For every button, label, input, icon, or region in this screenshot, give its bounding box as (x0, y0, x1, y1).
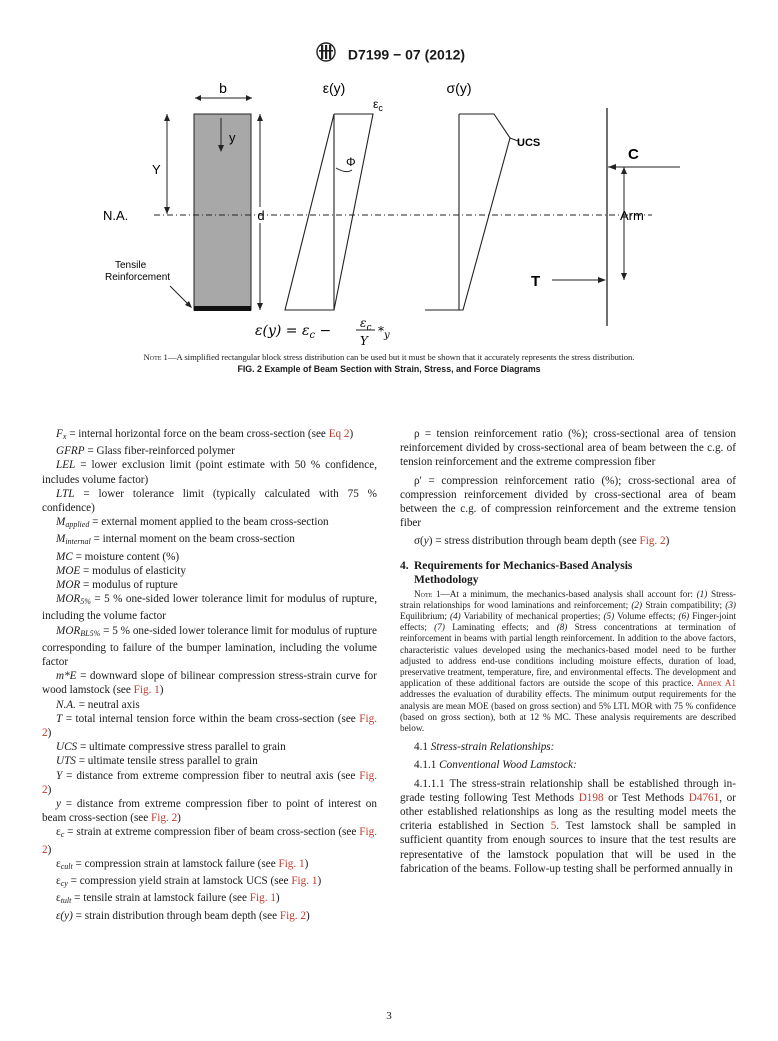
def-fx: $F_x$ = internal horizontal force on the beam cross-section (see Eq 2) (56, 428, 354, 441)
right-column (400, 427, 736, 876)
link-d4761[interactable]: D4761 (688, 791, 720, 804)
figure-note (62, 352, 716, 362)
figure-caption: FIG. 2 Example of Beam Section with Strain, Stress, and Force Diagrams (237, 364, 541, 374)
def-Y: Y = distance from extreme compression fiber to neutral axis (see Fig. 2) (42, 769, 377, 796)
strain-profile (285, 114, 373, 310)
stress-title: σ(y) (446, 80, 472, 96)
link-section-5[interactable]: 5 (550, 820, 557, 833)
def-na: N.A. = neutral axis (56, 698, 140, 711)
phi-label: Φ (346, 155, 356, 169)
svg-text:Y: Y (360, 334, 368, 348)
def-t: T = total internal tension force within the beam cross-section (see Fig. 2) (42, 712, 377, 740)
def-ecy: $\varepsilon_{cy}$ = compression yield strain at lamstock UCS (see Fig. 1) (56, 875, 322, 889)
link-fig2[interactable]: Fig. 2 (42, 769, 377, 796)
tensile-label-1: Tensile (115, 260, 147, 271)
Y-label: Y (152, 162, 161, 177)
link-fig1[interactable]: Fig. 1 (291, 875, 318, 888)
link-fig2[interactable]: Fig. 2 (151, 812, 178, 825)
def-moe: MOE = modulus of elasticity (56, 564, 186, 577)
def-me: m*E = downward slope of bilinear compression stress-strain curve for wood lamstock (see Fig. 1) (42, 670, 377, 697)
note-text: —A simplified rectangular block stress distribution can be used but it must be shown that it accurately represents the stress distribution. (167, 352, 635, 362)
def-rho-prime: ρ' = compression reinforcement ratio (%); cross-sectional area of compression reinforcement divided by cross-sectional area of beam between the c.g. of compression reinforcement and the extreme tension fiber (400, 474, 736, 530)
astm-logo-icon (313, 42, 339, 67)
link-fig2[interactable]: Fig. 2 (42, 826, 377, 856)
tensile-label-2: Reinforcement (105, 272, 171, 283)
section-4-1-1-heading: 4.1.1 Conventional Wood Lamstock: (414, 759, 577, 772)
def-ucs: UCS = ultimate compressive stress parallel to grain (56, 741, 286, 754)
def-gfrp: GFRP = Glass fiber-reinforced polymer (56, 445, 235, 458)
link-annex-a1[interactable]: Annex A1 (696, 678, 736, 689)
link-fig1[interactable]: Fig. 1 (133, 684, 160, 697)
tensile-reinforcement-strip (194, 306, 251, 311)
arm-label: Arm (620, 208, 644, 223)
svg-text:εc: $\varepsilon_c$ (360, 316, 372, 333)
link-d198[interactable]: D198 (578, 791, 604, 804)
beam-cross-section (194, 114, 251, 310)
def-mor: MOR = modulus of rupture (56, 579, 178, 592)
def-mor5: $MOR_{5\%} = 5$ % one-sided lower tolerance limit for modulus of rupture, including the volume factor (42, 593, 377, 623)
def-ey: ε(y) = strain distribution through beam depth (see Fig. 2) (56, 909, 310, 922)
def-uts: UTS = ultimate tensile stress parallel to grain (56, 755, 258, 768)
note-label: Note 1 (143, 352, 168, 362)
link-fig1[interactable]: Fig. 1 (278, 857, 305, 870)
stress-profile (425, 114, 510, 310)
eps-c-label: $\varepsilon_c$ (373, 97, 383, 113)
ucs-label: UCS (517, 137, 541, 149)
section-4-note: Note 1—At a minimum, the mechanics-based analysis shall account for: (1) Stress-strain relationships for wood laminations and reinforcement; (2) Strain compatibility; (3) Equilibrium; (4) Variability of mechanical properties; (5) Volume effects; (6) Finger-joint effects; (7) Laminating effects; and (8) Stress concentrations at termination of reinforcement in beams with partial length reinforcement. In addition to the above factors, characteristic values developed using the mechanics-based model need to be further adjusted to address end-use conditions including moisture effects, duration of load, preservative treatment, temperature, fire, and environmental effects. The development and application of these additional factors are outside the scope of this practice. Annex A1 addresses the evaluation of durability effects. The minimum output requirements for the analysis are mean MOE (based on gross section) and 5% LTL MOR with 75 % confidence (based on gross section), both at 12 % MC. These analysis requirements are described below. (400, 588, 736, 734)
def-minternal: $M_{internal}$ = internal moment on the beam cross-section (56, 533, 295, 547)
page-header (0, 42, 778, 67)
def-morbl5: $MOR_{BL5\%} = 5$ % one-sided lower tolerance limit for modulus of rupture corresponding to failure of the bumper lamination, including the volume factor (42, 624, 377, 669)
def-mc: MC = moisture content (%) (56, 550, 180, 563)
strain-title: ε(y) (322, 80, 346, 96)
section-4-1-heading: 4.1 Stress-strain Relationships: (414, 741, 555, 754)
section-4-heading: 4. Requirements for Mechanics-Based Analysis Methodology (400, 559, 633, 586)
def-ltl: LTL = lower tolerance limit (typically calculated with 75 % confidence) (42, 487, 377, 515)
d-label: d (257, 208, 265, 223)
def-etult: $\varepsilon_{tult}$ = tensile strain at lamstock failure (see Fig. 1) (56, 892, 280, 906)
svg-text:ε(y) = εc −: $\varepsilon(y) = \varepsilon_c$ − (255, 323, 332, 341)
svg-text:*y: $*_y$ (378, 324, 390, 341)
standard-designation: D7199 − 07 (2012) (347, 46, 466, 63)
definitions-column (42, 427, 377, 923)
def-y: y = distance from extreme compression fiber to point of interest on beam cross-section (see Fig. 2) (42, 798, 377, 825)
c-label: C (628, 146, 639, 163)
link-fig2[interactable]: Fig. 2 (639, 535, 666, 548)
na-label: N.A. (103, 208, 129, 223)
def-ecult: $\varepsilon_{cult}$ = compression strain at lamstock failure (see Fig. 1) (56, 857, 309, 871)
def-mapplied: $M_{applied}$ = external moment applied to the beam cross-section (56, 516, 329, 530)
def-lel: LEL = lower exclusion limit (point estimate with 50 % confidence, includes volume factor) (42, 459, 377, 486)
section-4-1-1-1-paragraph: 4.1.1.1 The stress-strain relationship shall be established through in-grade testing following Test Methods D198 or Test Methods D4761, or other established relationships as long as the resulting model meets the criteria established in Section 5. Test lamstock shall be sampled in sufficient quantity from enough sources to insure that the test results are representative of the lamstock population that will be used in the fabrication of the beams. Follow-up testing shall be performed annually in (400, 777, 736, 875)
def-ec: $\varepsilon_c$ = strain at extreme compression fiber of beam cross-section (see Fig. 2) (42, 826, 377, 856)
b-label: b (219, 80, 227, 96)
t-label: T (531, 273, 541, 290)
strain-equation (255, 316, 390, 348)
beam-section-diagram (90, 68, 690, 348)
def-rho: ρ = tension reinforcement ratio (%); cross-sectional area of tension reinforcement divided by cross-sectional area of beam between the c.g. of tension reinforcement and the extreme compression fiber (400, 428, 736, 469)
link-eq2[interactable]: Eq 2 (328, 428, 350, 440)
link-fig2[interactable]: Fig. 2 (42, 712, 377, 740)
page-number: 3 (386, 1010, 392, 1022)
y-label: y (229, 130, 236, 145)
link-fig2[interactable]: Fig. 2 (279, 909, 306, 922)
link-fig1[interactable]: Fig. 1 (249, 892, 276, 905)
def-sigma: σ(y) = stress distribution through beam depth (see Fig. 2) (414, 535, 670, 548)
